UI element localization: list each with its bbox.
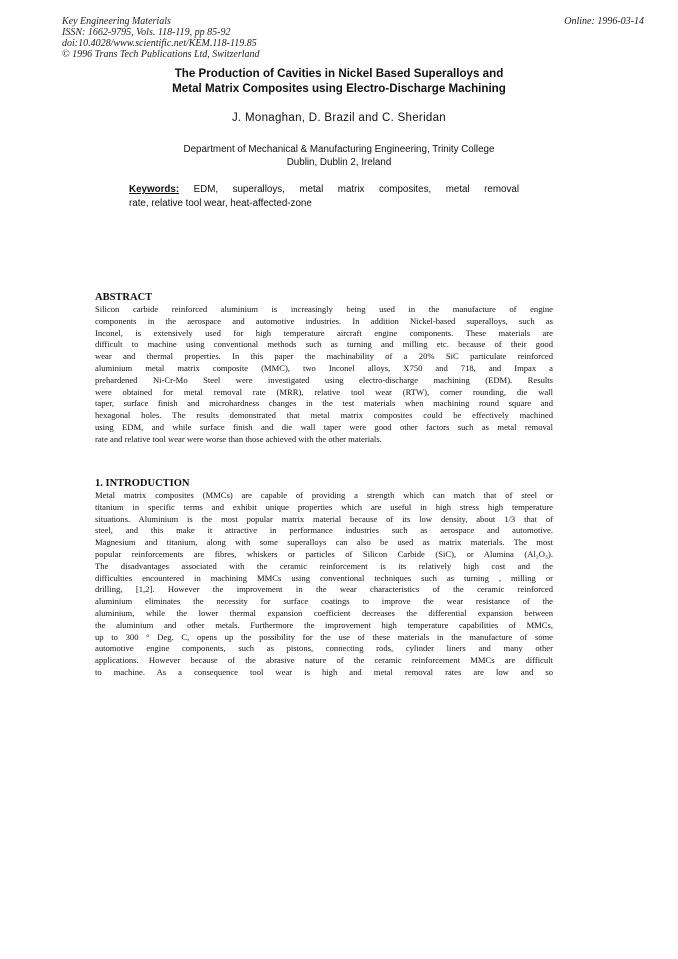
abstract-section: [95, 292, 553, 446]
text-line: aluminium, while the lower thermal expansion coefficient decreases the differential expansion between: [95, 607, 553, 618]
keywords-line-1: [129, 183, 519, 197]
text-line: wear and thermal properties. In this paper the machinability of a 20% SiC particulate reinforced: [95, 351, 553, 362]
copyright-line: © 1996 Trans Tech Publications Ltd, Switzerland: [62, 49, 260, 60]
doi-line: doi:10.4028/www.scientific.net/KEM.118-119.85: [62, 38, 257, 49]
issn-line: ISSN: 1662-9795, Vols. 118-119, pp 85-92: [62, 27, 231, 38]
text-line: to machine. As a consequence tool wear is high and metal removal rates are low and so: [95, 666, 553, 677]
text-line: difficulties encountered in machining MMCs using conventional techniques such as turning , milling or: [95, 572, 553, 583]
introduction-heading: 1. INTRODUCTION: [95, 478, 190, 489]
affiliation: [80, 143, 598, 169]
text-line: components in the aerospace and automotive industries. In addition Nickel-based superalloys, such as: [95, 315, 553, 326]
text-line: difficult to machine using conventional methods such as turning and milling etc. because of their good: [95, 339, 553, 350]
title-line-2: Metal Matrix Composites using Electro-Discharge Machining: [172, 82, 506, 95]
paper-title: [80, 66, 598, 96]
text-line: aluminium eliminates the necessity for surface coatings to improve the wear resistance of the: [95, 596, 553, 607]
affiliation-line-2: Dublin, Dublin 2, Ireland: [286, 157, 392, 168]
abstract-heading: ABSTRACT: [95, 292, 153, 303]
journal-meta: [62, 16, 260, 60]
text-line: steel, and this make it attractive in performance industries such as aerospace and automotive.: [95, 525, 553, 536]
keywords-block: [129, 183, 519, 211]
text-line: titanium in specific terms and exhibit unique properties which are useful in high stress high temperature: [95, 501, 553, 512]
abstract-body: [95, 304, 553, 446]
affiliation-line-1: Department of Mechanical & Manufacturing Engineering, Trinity College: [183, 144, 495, 155]
title-line-1: The Production of Cavities in Nickel Based Superalloys and: [174, 67, 504, 80]
text-line: Inconel, is extensively used for high temperature aircraft engine components. These materials are: [95, 327, 553, 338]
text-line: prehardened Ni-Cr-Mo Steel were investigated using electro-discharge machining (EDM). Results: [95, 374, 553, 385]
text-line: automotive engine components, such as pistons, connecting rods, cylinder liners and many other: [95, 643, 553, 654]
text-line: drilling, [1,2]. However the improvement in the wear characteristics of the ceramic reinforced: [95, 584, 553, 595]
text-line: using EDM, and while surface finish and die wall taper were good other factors such as metal removal: [95, 421, 553, 432]
author-list: J. Monaghan, D. Brazil and C. Sheridan: [231, 112, 447, 124]
text-line: Magnesium and titanium, along with some superalloys can also be used as matrix materials. The most: [95, 537, 553, 548]
text-line: The disadvantages associated with the ceramic reinforcement is its relatively high cost and the: [95, 560, 553, 571]
text-line: the aluminium and other metals. Furthermore the improvement high temperature capabilities of MMCs,: [95, 619, 553, 630]
text-line: were obtained for metal removal rate (MRR), relative tool wear (RTW), corner rounding, die wall: [95, 386, 553, 397]
keywords-text-1: EDM, superalloys, metal matrix composites, metal removal: [193, 184, 519, 195]
introduction-section: [95, 478, 553, 679]
text-line: situations. Aluminium is the most popular matrix material because of its low density, about 1/3 that of: [95, 513, 553, 524]
text-line: popular reinforcements are fibres, whiskers or particles of Silicon Carbide (SiC), or Alumina (Al₂O₃).: [95, 548, 553, 559]
text-line: hexagonal holes. The results demonstrated that metal matrix composites could be effectively machined: [95, 410, 553, 421]
text-line: Metal matrix composites (MMCs) are capable of providing a strength which can match that of steel or: [95, 490, 553, 500]
keywords-line-2: rate, relative tool wear, heat-affected-zone: [129, 198, 312, 209]
text-line: up to 300 ° Deg. C, opens up the possibility for the use of these materials in the manufacture of some: [95, 631, 553, 642]
keywords-label: Keywords:: [129, 184, 180, 195]
text-line: rate and relative tool wear were worse than those achieved with the other materials.: [95, 433, 382, 444]
text-line: Silicon carbide reinforced aluminium is increasingly being used in the manufacture of engine: [95, 304, 553, 314]
introduction-body: [95, 490, 553, 679]
text-line: taper, surface finish and microhardness changes in the test materials when machining round square and: [95, 398, 553, 409]
text-line: aluminium metal matrix composite (MMC), two Inconel alloys, X750 and 718, and Impax a: [95, 362, 553, 373]
online-date: Online: 1996-03-14: [564, 16, 644, 27]
text-line: applications. However because of the abrasive nature of the ceramic reinforcement MMCs are difficult: [95, 655, 553, 666]
journal-name: Key Engineering Materials: [62, 16, 171, 27]
